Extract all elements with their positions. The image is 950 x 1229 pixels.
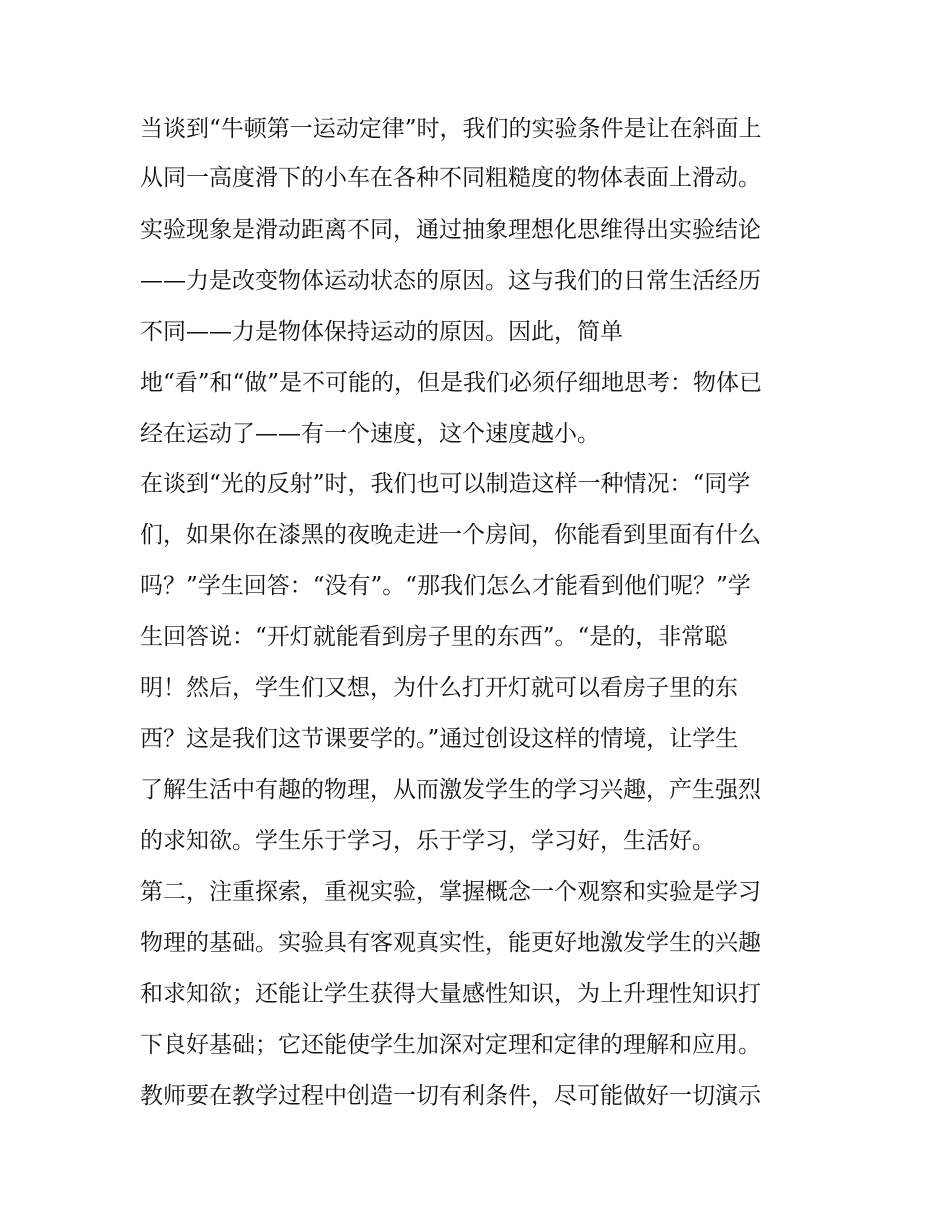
text-line: 从同一高度滑下的小车在各种不同粗糙度的物体表面上滑动。	[140, 165, 761, 191]
text-line: 物理的基础。实验具有客观真实性，能更好地激发学生的兴趣	[140, 930, 761, 956]
text-line: 教师要在教学过程中创造一切有利条件，尽可能做好一切演示	[140, 1083, 761, 1109]
text-line: 明！然后，学生们又想，为什么打开灯就可以看房子里的东	[140, 675, 738, 701]
text-line: 生回答说：“开灯就能看到房子里的东西”。“是的，非常聪	[140, 624, 728, 650]
text-line: ——力是改变物体运动状态的原因。这与我们的日常生活经历	[140, 268, 761, 294]
text-line: 和求知欲；还能让学生获得大量感性知识，为上升理性知识打	[140, 981, 761, 1007]
text-line: 了解生活中有趣的物理，从而激发学生的学习兴趣，产生强烈	[140, 777, 761, 803]
text-line: 第二，注重探索，重视实验，掌握概念一个观察和实验是学习	[140, 879, 761, 905]
text-line: 的求知欲。学生乐于学习，乐于学习，学习好，生活好。	[140, 828, 715, 854]
text-line: 当谈到“牛顿第一运动定律”时，我们的实验条件是让在斜面上	[140, 116, 762, 142]
text-line: 在谈到“光的反射”时，我们也可以制造这样一种情况：“同学	[140, 471, 751, 497]
text-line: 吗？”学生回答：“没有”。“那我们怎么才能看到他们呢？”学	[140, 573, 751, 599]
text-line: 实验现象是滑动距离不同，通过抽象理想化思维得出实验结论	[140, 217, 761, 243]
text-line: 地“看”和“做”是不可能的，但是我们必须仔细地思考：物体已	[140, 370, 763, 396]
text-line: 下良好基础；它还能使学生加深对定理和定律的理解和应用。	[140, 1032, 761, 1058]
text-line: 西？这是我们这节课要学的。”通过创设这样的情境，让学生	[140, 726, 739, 752]
text-line: 们，如果你在漆黑的夜晚走进一个房间，你能看到里面有什么	[140, 522, 761, 548]
text-line: 经在运动了——有一个速度，这个速度越小。	[140, 421, 600, 447]
text-line: 不同——力是物体保持运动的原因。因此，简单	[140, 319, 623, 345]
